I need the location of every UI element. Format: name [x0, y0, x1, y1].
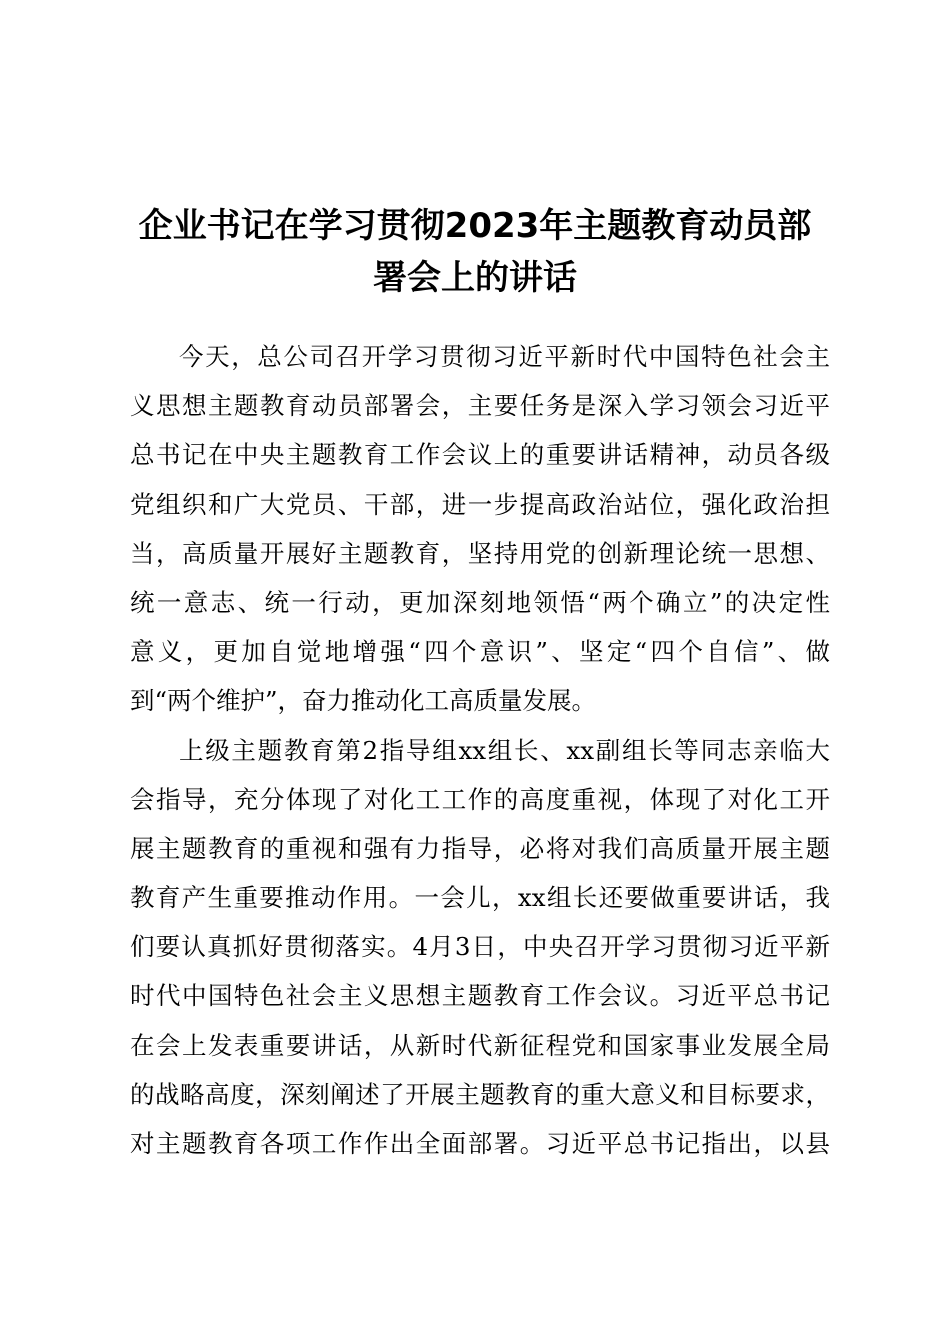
paragraph-line: 时代中国特色社会主义思想主题教育工作会议。习近平总书记	[130, 981, 830, 1011]
paragraph-1	[130, 332, 830, 726]
title-line-2: 署会上的讲话	[373, 258, 577, 298]
paragraph-line: 党组织和广大党员、干部，进一步提高政治站位，强化政治担	[130, 489, 830, 519]
paragraph-line: 们要认真抓好贯彻落实。4月3日，中央召开学习贯彻习近平新	[130, 932, 830, 962]
paragraph-line: 会指导，充分体现了对化工工作的高度重视，体现了对化工开	[130, 784, 830, 814]
paragraph-line: 教育产生重要推动作用。一会儿，xx组长还要做重要讲话，我	[130, 883, 830, 913]
paragraph-line: 意义，更加自觉地增强“四个意识”、坚定“四个自信”、做	[130, 637, 830, 667]
paragraph-line: 展主题教育的重视和强有力指导，必将对我们高质量开展主题	[130, 833, 830, 863]
paragraph-line: 今天，总公司召开学习贯彻习近平新时代中国特色社会主	[179, 342, 830, 371]
document-body	[130, 332, 830, 1168]
paragraph-line: 上级主题教育第2指导组xx组长、xx副组长等同志亲临大	[179, 735, 830, 765]
paragraph-line: 的战略高度，深刻阐述了开展主题教育的重大意义和目标要求，	[130, 1079, 830, 1109]
paragraph-line: 义思想主题教育动员部署会，主要任务是深入学习领会习近平	[130, 391, 830, 421]
paragraph-line: 当，高质量开展好主题教育，坚持用党的创新理论统一思想、	[130, 538, 830, 568]
paragraph-line: 统一意志、统一行动，更加深刻地领悟“两个确立”的决定性	[130, 587, 830, 617]
title-line-1: 企业书记在学习贯彻2023年主题教育动员部	[138, 206, 812, 246]
paragraph-line: 在会上发表重要讲话，从新时代新征程党和国家事业发展全局	[130, 1030, 830, 1060]
document-title	[120, 200, 830, 304]
paragraph-line: 总书记在中央主题教育工作会议上的重要讲话精神，动员各级	[130, 440, 830, 470]
paragraph-line: 对主题教育各项工作作出全面部署。习近平总书记指出，以县	[130, 1129, 830, 1158]
paragraph-line: 到“两个维护”，奋力推动化工高质量发展。	[130, 686, 597, 716]
paragraph-2	[130, 726, 830, 1169]
